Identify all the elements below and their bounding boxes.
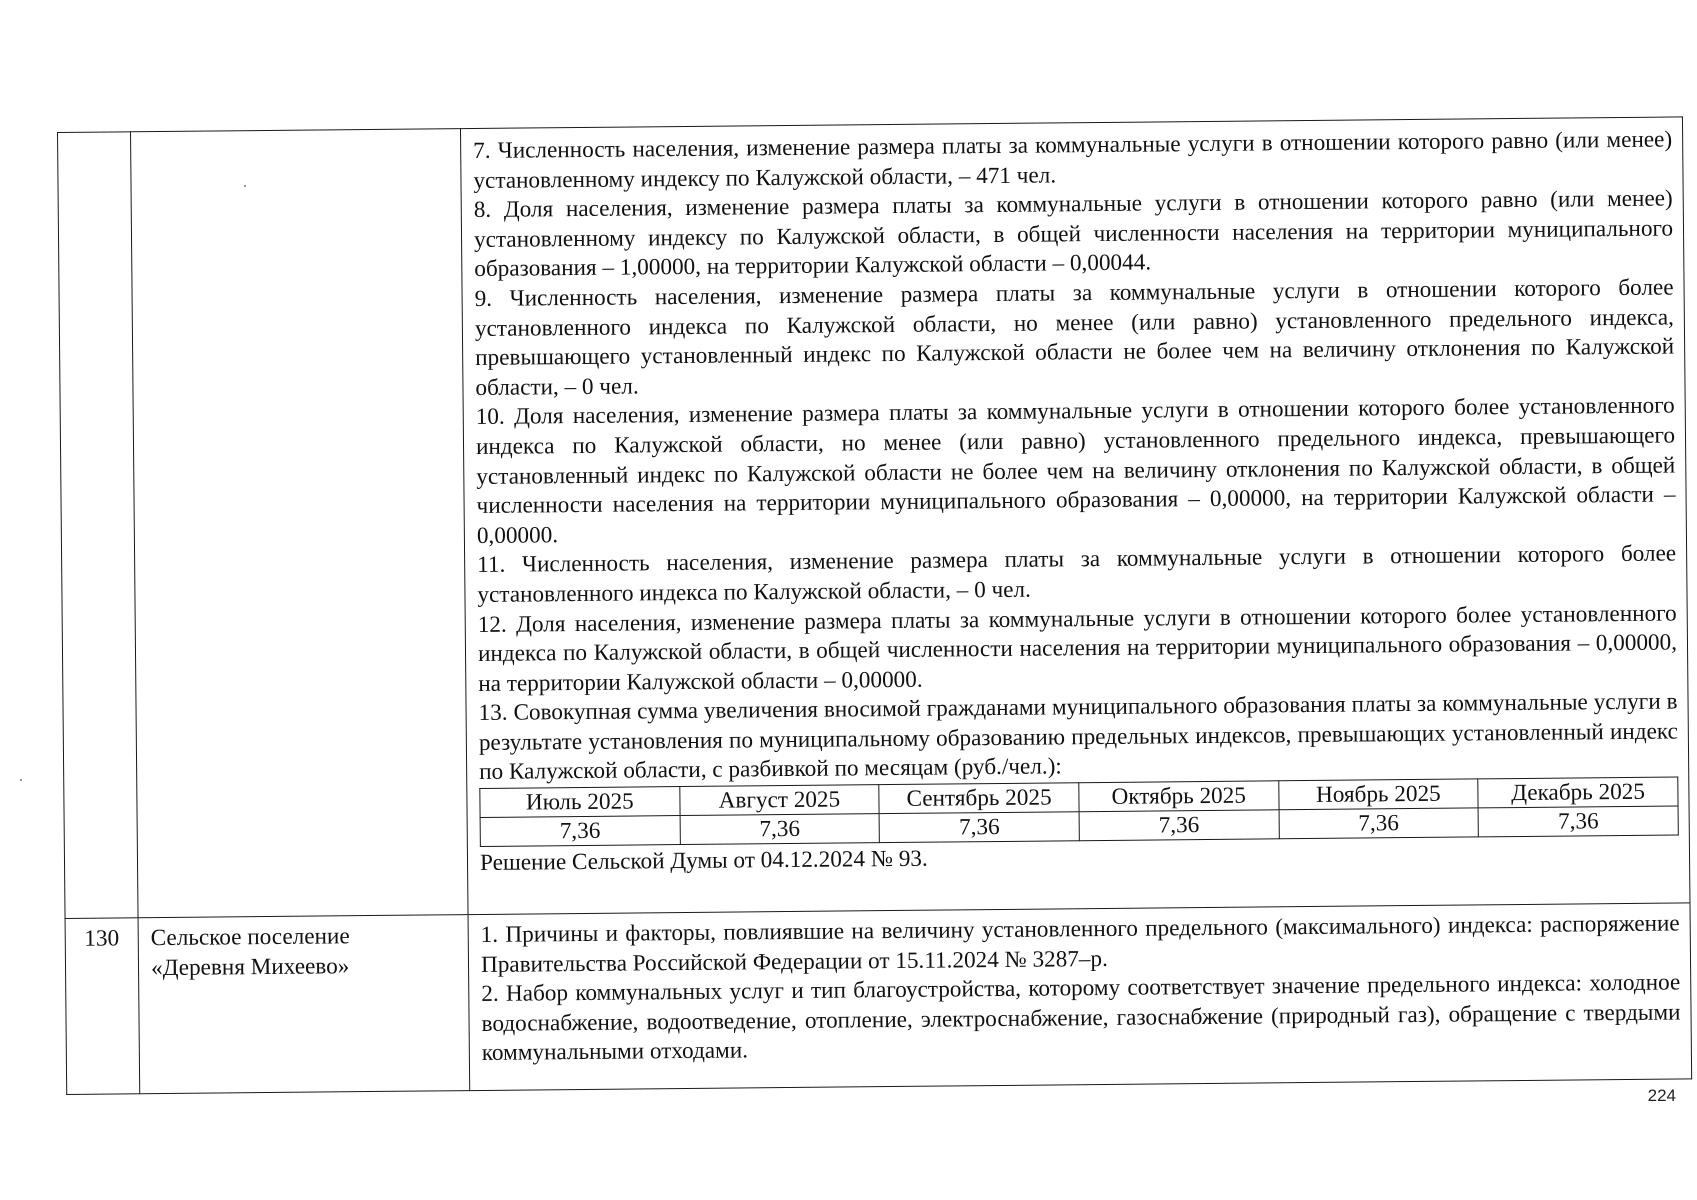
month-header: Октябрь 2025 bbox=[1079, 781, 1279, 812]
month-value: 7,36 bbox=[1079, 810, 1279, 841]
month-value: 7,36 bbox=[879, 812, 1079, 843]
row-number bbox=[58, 132, 130, 139]
row-number-cell bbox=[65, 918, 140, 1095]
page-number: 224 bbox=[1647, 1086, 1676, 1105]
monthly-increase-table bbox=[479, 777, 1679, 848]
list-item: 7. Численность населения, изменение размера платы за коммунальные услуги в отношении которого равно (или менее) установленному индексу по Калужской области, – 471 чел. bbox=[473, 126, 1673, 194]
municipality-name-cell bbox=[138, 915, 470, 1094]
month-value: 7,36 bbox=[1279, 808, 1479, 839]
list-item: 1. Причины и факторы, повлиявшие на величину установленного предельного (максимального) индекса: распоряжение Правительства Российской Федерации от 15.11.2024 № 3287–р. bbox=[480, 910, 1680, 978]
list-item: 12. Доля населения, изменение размера платы за коммунальные услуги в отношении которого более установленного индекса по Калужской области, в общей численности населения на территории муниципального образования – 0,00000, на территории Калужской области – 0,00000. bbox=[477, 599, 1678, 697]
municipality-name-cell bbox=[131, 129, 469, 918]
month-header: Декабрь 2025 bbox=[1478, 777, 1678, 808]
table-frame bbox=[57, 116, 1692, 1094]
month-header: Сентябрь 2025 bbox=[879, 783, 1079, 814]
details-cell bbox=[460, 117, 1689, 915]
details-cell bbox=[468, 903, 1692, 1091]
list-item: 13. Совокупная сумма увеличения вносимой гражданами муниципального образования платы за коммунальные услуги в результате установления по муниципальному образованию предельных индексов, превышающих установленный индекс по Калужской области, с разбивкой по месяцам (руб./чел.): bbox=[478, 688, 1678, 786]
table-row bbox=[58, 117, 1690, 919]
month-header: Ноябрь 2025 bbox=[1278, 779, 1478, 810]
list-item: 11. Численность населения, изменение размера платы за коммунальные услуги в отношении которого более установленного индекса по Калужской области, – 0 чел. bbox=[477, 540, 1677, 608]
list-item: 2. Набор коммунальных услуг и тип благоустройства, которому соответствует значение предельного индекса: холодное водоснабжение, водоотведение, отопление, электроснабжение, газоснабжение (природный газ), обращение с твердыми коммунальными отходами. bbox=[481, 969, 1681, 1067]
scan-speck bbox=[20, 779, 22, 781]
municipality-name-line: Сельское поселение bbox=[150, 923, 350, 952]
municipality-name-line: «Деревня Михеево» bbox=[150, 952, 350, 981]
month-value: 7,36 bbox=[480, 816, 680, 847]
row-number-cell bbox=[58, 132, 139, 919]
month-header: Июль 2025 bbox=[480, 787, 680, 818]
month-value: 7,36 bbox=[1478, 806, 1678, 837]
table-row bbox=[65, 903, 1692, 1095]
decision-reference: Решение Сельской Думы от 04.12.2024 № 93. bbox=[479, 845, 928, 877]
list-item: 10. Доля населения, изменение размера платы за коммунальные услуги в отношении которого более установленного индекса по Калужской области, но менее (или равно) установленного предельного индекса, превышающего установленный индекс по Калужской области не более чем на величину отклонения по Калужской области, в общей численности населения на территории муниципального образования – 0,00000, на территории Калужской области – 0,00000. bbox=[475, 392, 1676, 549]
month-header: Август 2025 bbox=[679, 785, 879, 816]
indices-table bbox=[57, 116, 1692, 1095]
list-item: 8. Доля населения, изменение размера платы за коммунальные услуги в отношении которого равно (или менее) установленному индексу по Калужской области, в общей численности населения на территории муниципального образования – 1,00000, на территории Калужской области – 0,00044. bbox=[473, 185, 1674, 283]
row-number: 130 bbox=[84, 925, 120, 952]
list-item: 9. Численность населения, изменение размера платы за коммунальные услуги в отношении которого более установленного индекса по Калужской области, но менее (или равно) установленного предельного индекса, превышающего установленный индекс по Калужской области не более чем на величину отклонения по Калужской области, – 0 чел. bbox=[474, 274, 1675, 401]
scan-speck bbox=[244, 185, 246, 187]
month-value: 7,36 bbox=[680, 814, 880, 845]
